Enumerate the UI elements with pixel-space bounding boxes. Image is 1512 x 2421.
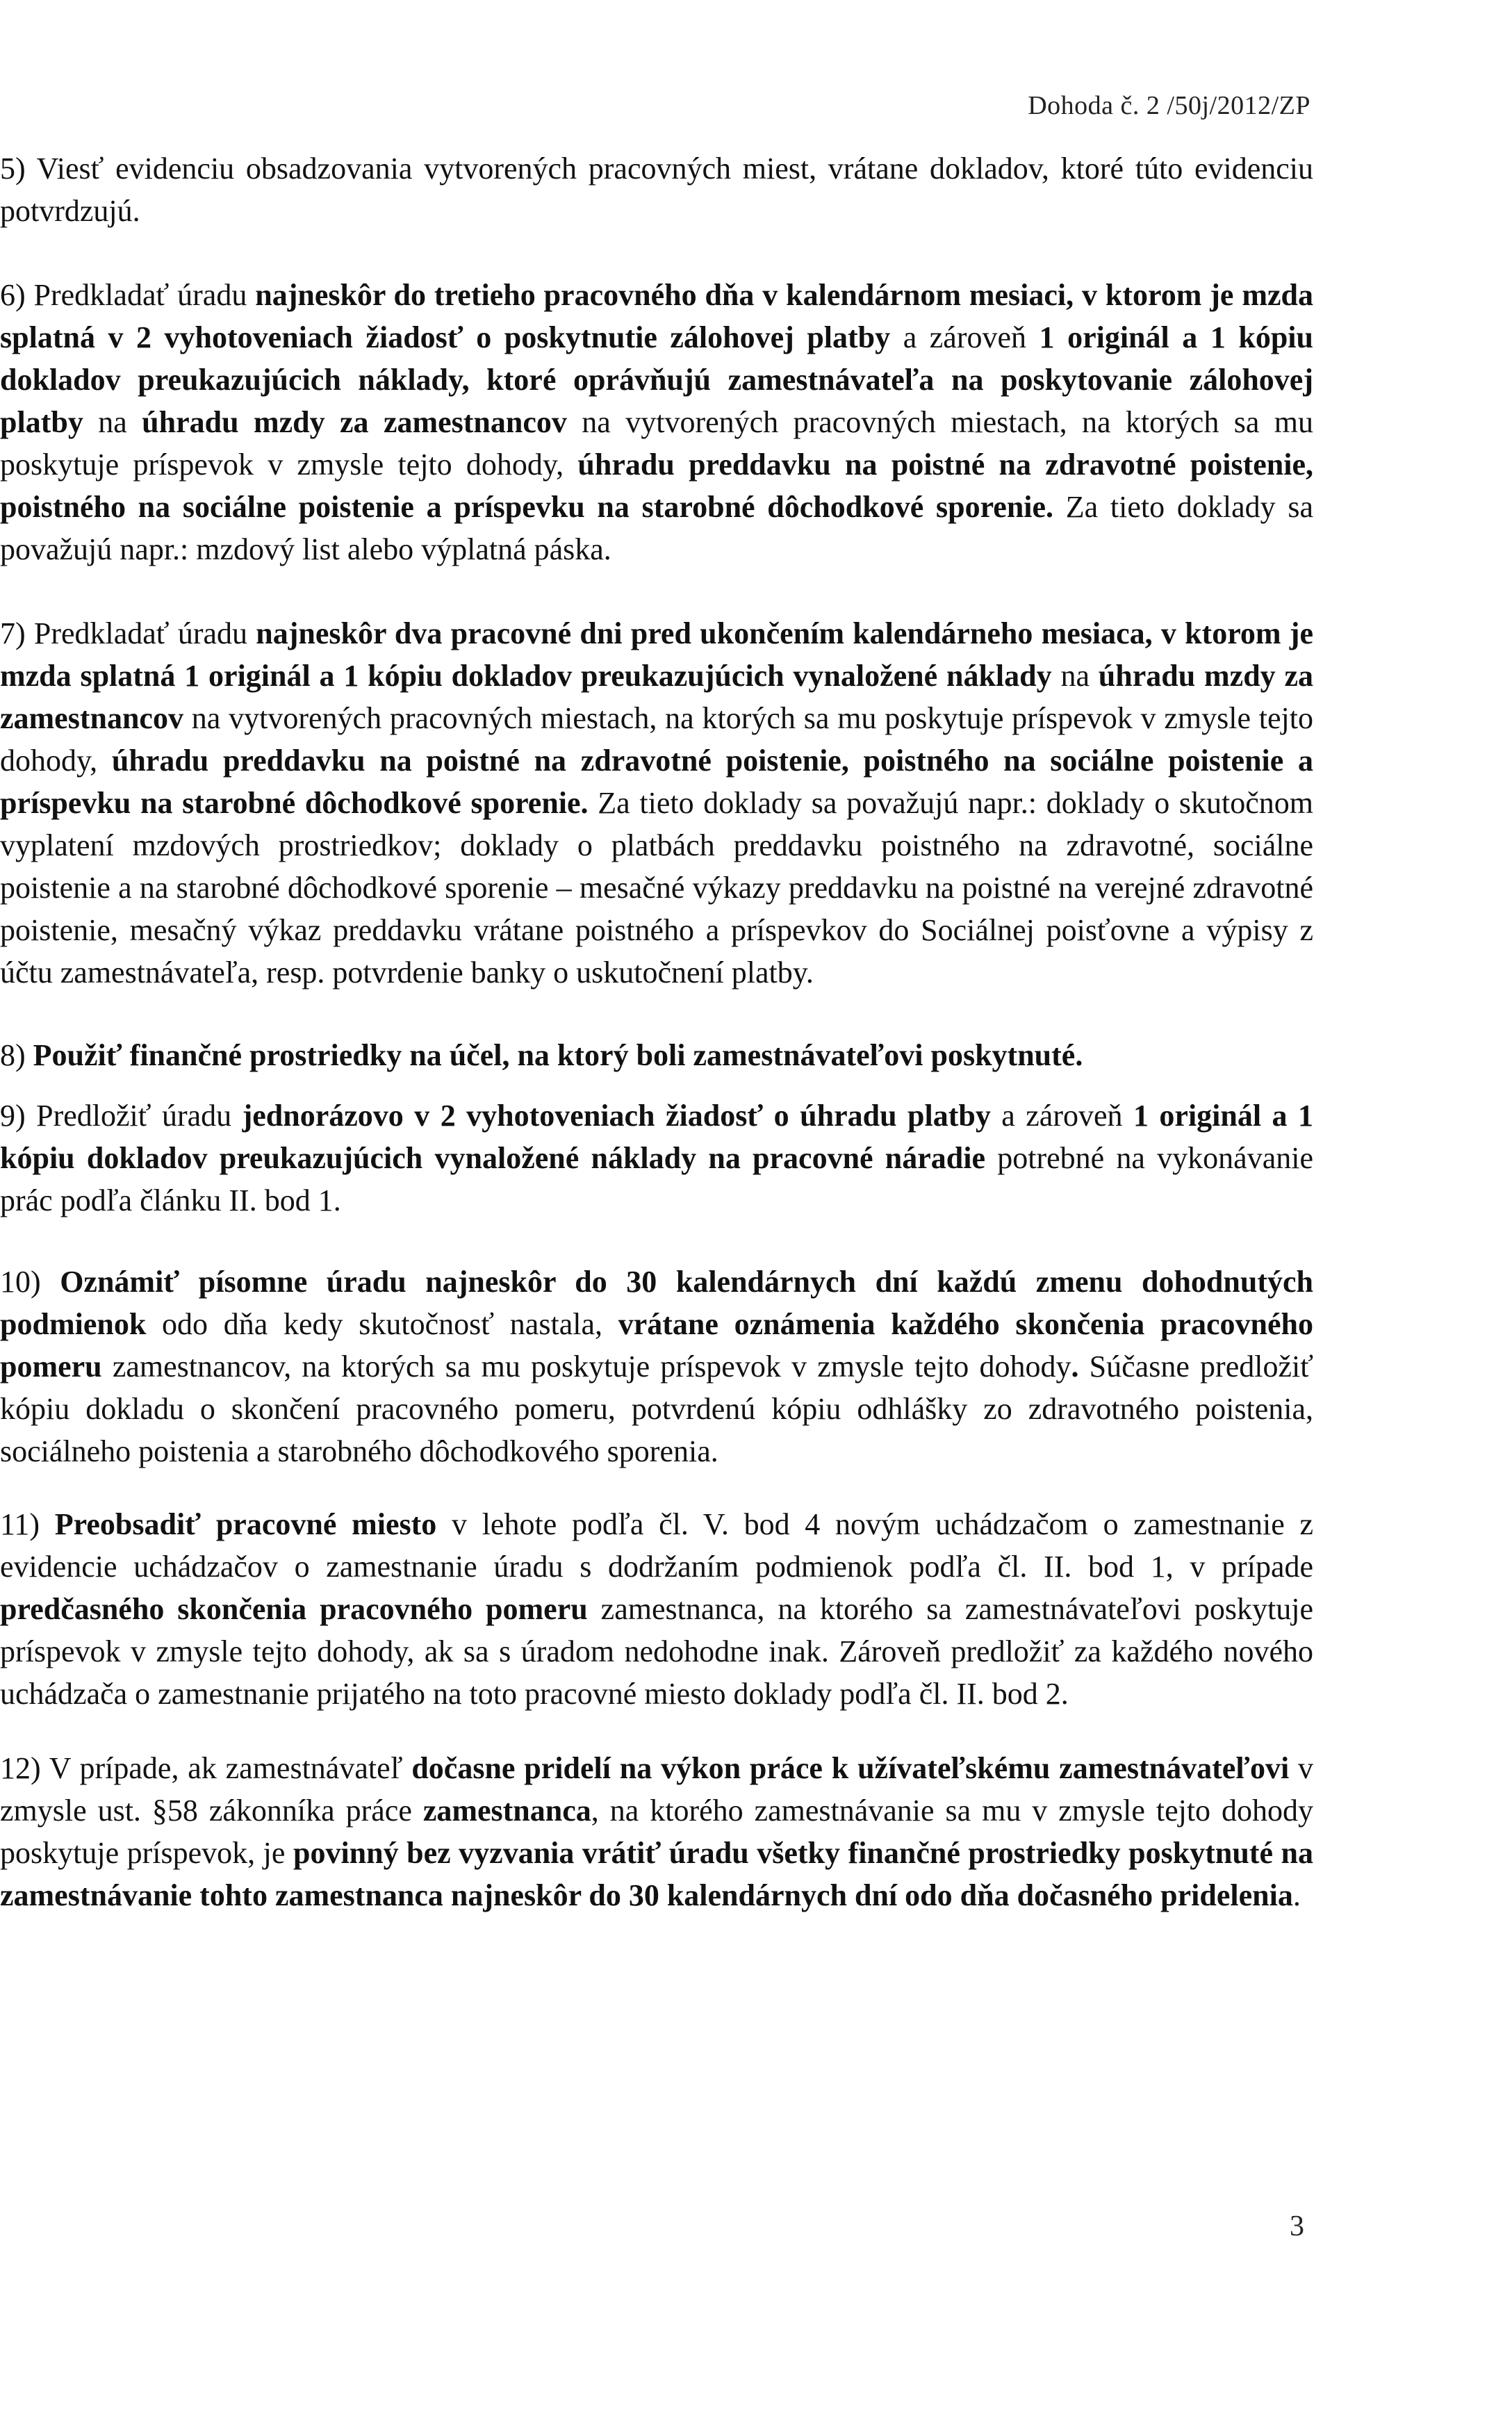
bold-text-run: jednorázovo v 2 vyhotoveniach žiadosť o úhradu platby	[242, 1099, 991, 1133]
text-run: 6) Predkladať úradu	[0, 278, 256, 312]
page-number: 3	[1290, 2210, 1304, 2242]
clause-8	[0, 1034, 1313, 1076]
text-run: odo dňa kedy skutočnosť nastala,	[146, 1307, 618, 1341]
bold-text-run: úhradu mzdy za zamestnancov	[0, 659, 1314, 735]
document-body	[0, 147, 1313, 1917]
text-run: Za tieto doklady sa považujú napr.: doklady o skutočnom vyplatení mzdových prostriedkov; doklady o platbách preddavku poistného na zdravotné, sociálne poistenie a na starobné dôchodkové sporenie – mesačné výkazy preddavku na poistné na verejné zdravotné poistenie, mesačný výkaz preddavku vrátane poistného a príspevkov do Sociálnej poisťovne a výpisy z účtu zamestnávateľa, resp. potvrdenie banky o uskutočnení platby.	[0, 786, 1313, 990]
text-run: na	[1051, 659, 1099, 693]
bold-text-run: vrátane oznámenia každého skončenia pracovného pomeru	[0, 1307, 1313, 1384]
bold-text-run: zamestnanca	[422, 1794, 591, 1828]
bold-text-run: .	[1071, 1349, 1079, 1384]
text-run: a zároveň	[990, 1099, 1133, 1133]
bold-text-run: Oznámiť písomne úradu najneskôr do 30 kalendárnych dní každú zmenu dohodnutých podmienok	[0, 1265, 1313, 1341]
bold-text-run: Preobsadiť pracovné miesto	[54, 1507, 437, 1541]
text-run: 11)	[0, 1507, 55, 1541]
text-run: 10)	[0, 1265, 60, 1299]
clause-6	[0, 274, 1313, 571]
text-run: na	[83, 405, 142, 439]
text-run: na vytvorených pracovných miestach, na ktorých sa mu poskytuje príspevok v zmysle tejto dohody,	[0, 701, 1313, 778]
clause-12	[0, 1747, 1313, 1917]
bold-text-run: dočasne pridelí na výkon práce k užívateľskému zamestnávateľovi	[411, 1751, 1290, 1785]
text-run: 12) V prípade, ak zamestnávateľ	[0, 1751, 412, 1785]
text-run: a zároveň	[890, 320, 1040, 354]
text-run: zamestnanca, na ktorého sa zamestnávateľovi poskytuje príspevok v zmysle tejto dohody, ak sa s úradom nedohodne inak. Zároveň predložiť za každého nového uchádzača o zamestnanie prijatého na toto pracovné miesto doklady podľa čl. II. bod 2.	[0, 1592, 1313, 1711]
bold-text-run: povinný bez vyzvania vrátiť úradu všetky finančné prostriedky poskytnuté na zamestnávanie tohto zamestnanca najneskôr do 30 kalendárnych dní odo dňa dočasného pridelenia	[0, 1836, 1313, 1912]
agreement-reference: Dohoda č. 2 /50j/2012/ZP	[1028, 91, 1310, 120]
bold-text-run: predčasného skončenia pracovného pomeru	[0, 1592, 588, 1626]
clause-9	[0, 1094, 1313, 1222]
bold-text-run: najneskôr do tretieho pracovného dňa v kalendárnom mesiaci, v ktorom je mzda splatná v 2 vyhotoveniach žiadosť o poskytnutie zálohovej platby	[0, 278, 1313, 354]
bold-text-run: najneskôr dva pracovné dni pred ukončením kalendárneho mesiaca, v ktorom je mzda splatná 1 originál a 1 kópiu dokladov preukazujúcich vynaložené náklady	[0, 616, 1313, 693]
bold-text-run: 1 originál a 1 kópiu dokladov preukazujúcich náklady, ktoré oprávňujú zamestnávateľa na poskytovanie zálohovej platby	[0, 320, 1314, 439]
text-run: 8)	[0, 1038, 33, 1072]
text-run: v lehote podľa čl. V. bod 4 novým uchádzačom o zamestnanie z evidencie uchádzačov o zamestnanie úradu s dodržaním podmienok podľa čl. II. bod 1, v prípade	[0, 1507, 1313, 1584]
bold-text-run: 1 originál a 1 kópiu dokladov preukazujúcich vynaložené náklady na pracovné náradie	[0, 1099, 1313, 1175]
text-run: potrebné na vykonávanie prác podľa článku II. bod 1.	[0, 1141, 1313, 1217]
bold-text-run: Použiť finančné prostriedky na účel, na ktorý boli zamestnávateľovi poskytnuté.	[33, 1038, 1083, 1072]
clause-7	[0, 612, 1313, 994]
text-run: na vytvorených pracovných miestach, na ktorých sa mu poskytuje príspevok v zmysle tejto dohody,	[0, 405, 1313, 482]
clause-5	[0, 147, 1313, 232]
text-run: 9) Predložiť úradu	[0, 1099, 243, 1133]
clause-11	[0, 1503, 1313, 1715]
text-run: zamestnancov, na ktorých sa mu poskytuje príspevok v zmysle tejto dohody	[101, 1349, 1071, 1384]
bold-text-run: úhradu preddavku na poistné na zdravotné poistenie, poistného na sociálne poistenie a príspevku na starobné dôchodkové sporenie.	[0, 448, 1313, 524]
bold-text-run: úhradu mzdy za zamestnancov	[142, 405, 567, 439]
text-run: , na ktorého zamestnávanie sa mu v zmysle tejto dohody poskytuje príspevok, je	[0, 1794, 1313, 1870]
text-run: Za tieto doklady sa považujú napr.: mzdový list alebo výplatná páska.	[0, 490, 1313, 566]
text-run: 5) Viesť evidenciu obsadzovania vytvorených pracovných miest, vrátane dokladov, ktoré túto evidenciu potvrdzujú.	[0, 151, 1313, 228]
text-run: .	[1292, 1878, 1301, 1912]
text-run: v zmysle ust. §58 zákonníka práce	[0, 1751, 1314, 1828]
text-run: Súčasne predložiť kópiu dokladu o skončení pracovného pomeru, potvrdenú kópiu odhlášky zo zdravotného poistenia, sociálneho poistenia a starobného dôchodkového sporenia.	[0, 1349, 1314, 1468]
clause-10	[0, 1261, 1313, 1472]
bold-text-run: úhradu preddavku na poistné na zdravotné poistenie, poistného na sociálne poistenie a príspevku na starobné dôchodkové sporenie.	[0, 744, 1313, 820]
text-run: 7) Predkladať úradu	[0, 616, 256, 650]
